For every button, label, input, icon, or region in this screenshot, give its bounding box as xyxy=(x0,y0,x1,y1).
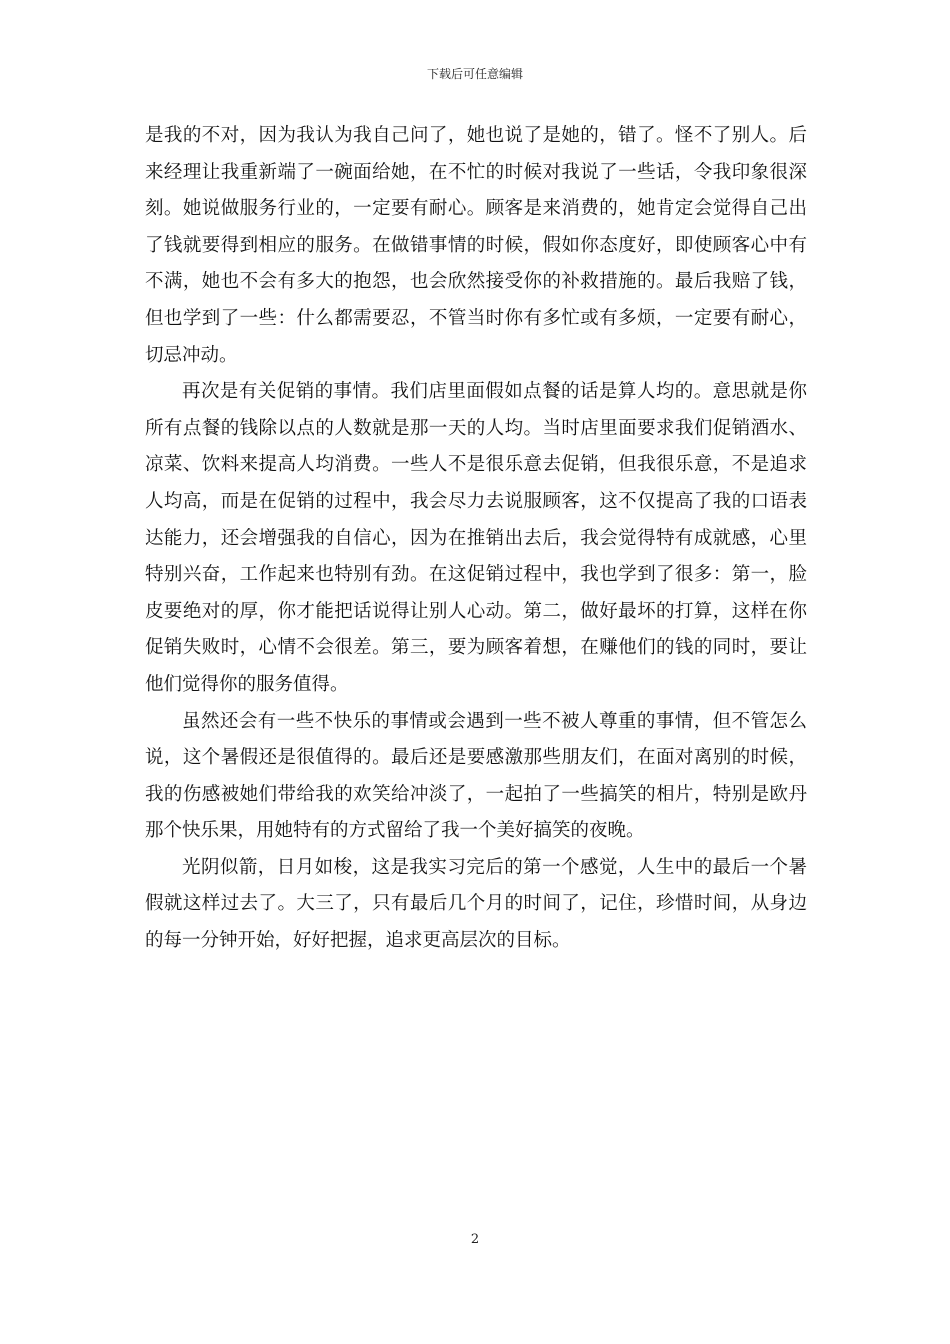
page-number: 2 xyxy=(470,1232,480,1247)
paragraph-promotion: 再次是有关促销的事情。我们店里面假如点餐的话是算人均的。意思就是你所有点餐的钱除以点的人数就是那一天的人均。当时店里面要求我们促销酒水、凉菜、饮料来提高人均消费。一些人不是很乐意去促销，但我很乐意，不是追求人均高，而是在促销的过程中，我会尽力去说服顾客，这不仅提高了我的口语表达能力，还会增强我的自信心，因为在推销出去后，我会觉得特有成就感，心里特别兴奋，工作起来也特别有劲。在这促销过程中，我也学到了很多：第一，脸皮要绝对的厚，你才能把话说得让别人心动。第二，做好最坏的打算，这样在你促销失败时，心情不会很差。第三，要为顾客着想，在赚他们的钱的同时，要让他们觉得你的服务值得。 xyxy=(145,381,807,695)
page-header: 下载后可任意编辑 xyxy=(426,67,523,81)
paragraph-continuation: 是我的不对，因为我认为我自己问了，她也说了是她的，错了。怪不了别人。后来经理让我重新端了一碗面给她，在不忙的时候对我说了一些话，令我印象很深刻。她说做服务行业的，一定要有耐心。顾客是来消费的，她肯定会觉得自己出了钱就要得到相应的服务。在做错事情的时候，假如你态度好，即使顾客心中有不满，她也不会有多大的抱怨，也会欣然接受你的补救措施的。最后我赔了钱，但也学到了一些：什么都需要忍，不管当时你有多忙或有多烦，一定要有耐心，切忌冲动。 xyxy=(145,125,807,366)
paragraph-summer-worth: 虽然还会有一些不快乐的事情或会遇到一些不被人尊重的事情，但不管怎么说，这个暑假还是很值得的。最后还是要感激那些朋友们，在面对离别的时候，我的伤感被她们带给我的欢笑给冲淡了，一起拍了一些搞笑的相片，特别是欧丹那个快乐果，用她特有的方式留给了我一个美好搞笑的夜晚。 xyxy=(145,710,807,842)
paragraph-conclusion: 光阴似箭，日月如梭，这是我实习完后的第一个感觉，人生中的最后一个暑假就这样过去了。大三了，只有最后几个月的时间了，记住，珍惜时间，从身边的每一分钟开始，好好把握，追求更高层次的目标。 xyxy=(145,856,807,952)
document-body xyxy=(145,118,807,960)
